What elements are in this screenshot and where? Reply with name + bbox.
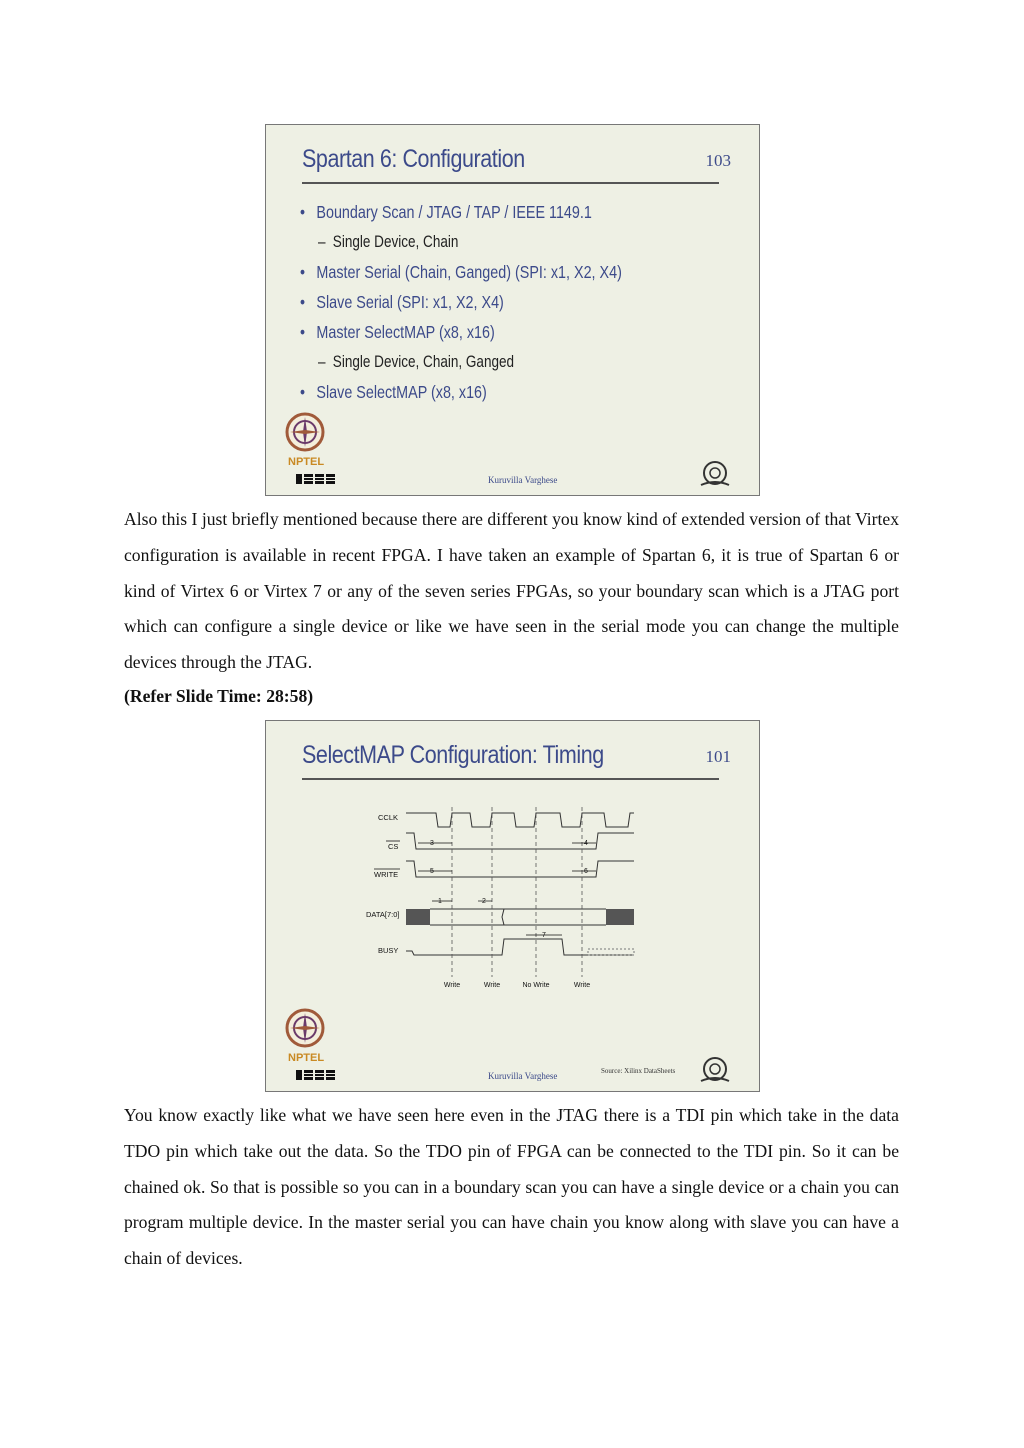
slide-title: SelectMAP Configuration: Timing xyxy=(302,741,604,769)
signal-label-data: DATA[7:0] xyxy=(366,910,400,919)
write-label: Write xyxy=(483,982,501,989)
ieee-logo-icon xyxy=(296,472,336,486)
bullet-item: • Boundary Scan / JTAG / TAP / IEEE 1149.1 xyxy=(300,197,622,227)
interval-label: 7 xyxy=(542,932,546,939)
slide-author: Kuruvilla Varghese xyxy=(488,1071,558,1081)
interval-label: 6 xyxy=(584,868,588,875)
sub-bullet-item: – Single Device, Chain xyxy=(300,227,622,257)
slide-author: Kuruvilla Varghese xyxy=(488,475,558,485)
timing-diagram xyxy=(366,803,746,1003)
body-paragraph: You know exactly like what we have seen here even in the JTAG there is a TDI pin which take in the data TDO pin which take out the data. So the TDO pin of FPGA can be connected to the TDI pin. So it can be chained ok. So that is possible so you can in a boundary scan you can have a single device or a chain you can program multiple device. In the master serial you can have chain you know along with slave you can have a chain of devices. xyxy=(124,1105,899,1269)
ieee-logo-icon xyxy=(296,1068,336,1082)
title-divider xyxy=(302,182,719,184)
bullet-item: • Master Serial (Chain, Ganged) (SPI: x1, X2, X4) xyxy=(300,257,622,287)
interval-label: 4 xyxy=(584,840,588,847)
no-write-label: No Write xyxy=(522,982,550,989)
iisc-emblem-icon xyxy=(699,459,731,489)
sub-bullet-item: – Single Device, Chain, Ganged xyxy=(300,347,622,377)
slide-title: Spartan 6: Configuration xyxy=(302,145,525,173)
interval-label: 2 xyxy=(482,898,486,905)
interval-label: 3 xyxy=(430,840,434,847)
bullet-list xyxy=(300,197,693,407)
nptel-logo-icon xyxy=(284,411,326,453)
slide-image-spartan6-configuration xyxy=(265,124,760,496)
iisc-emblem-icon xyxy=(699,1055,731,1085)
interval-label: 5 xyxy=(430,868,434,875)
nptel-logo-icon xyxy=(284,1007,326,1049)
title-divider xyxy=(302,778,719,780)
write-label: Write xyxy=(443,982,461,989)
signal-label-cs: CS xyxy=(388,842,399,851)
slide-number: 101 xyxy=(705,747,731,766)
interval-label: 1 xyxy=(438,898,442,905)
nptel-label: NPTEL xyxy=(288,456,325,468)
body-paragraph: Also this I just briefly mentioned because there are different you know kind of extended version of that Virtex configuration is available in recent FPGA. I have taken an example of Spartan 6, it is true of Spartan 6 or kind of Virtex 6 or Virtex 7 or any of the seven series FPGAs, so your boundary scan which is a JTAG port which can configure a single device or like we have seen in the serial mode you can change the multiple devices through the JTAG. xyxy=(124,509,899,673)
bullet-item: • Slave SelectMAP (x8, x16) xyxy=(300,377,622,407)
bullet-item: • Master SelectMAP (x8, x16) xyxy=(300,317,622,347)
signal-label-busy: BUSY xyxy=(378,946,399,955)
slide-source: Source: Xilinx DataSheets xyxy=(601,1067,676,1075)
bullet-item: • Slave Serial (SPI: x1, X2, X4) xyxy=(300,287,622,317)
refer-slide-time: (Refer Slide Time: 28:58) xyxy=(124,686,314,706)
signal-label-write: WRITE xyxy=(374,870,399,879)
slide-image-selectmap-timing xyxy=(265,720,760,1092)
slide-number: 103 xyxy=(705,151,731,170)
signal-label-cclk: CCLK xyxy=(378,813,399,822)
nptel-label: NPTEL xyxy=(288,1052,325,1064)
write-label: Write xyxy=(573,982,591,989)
